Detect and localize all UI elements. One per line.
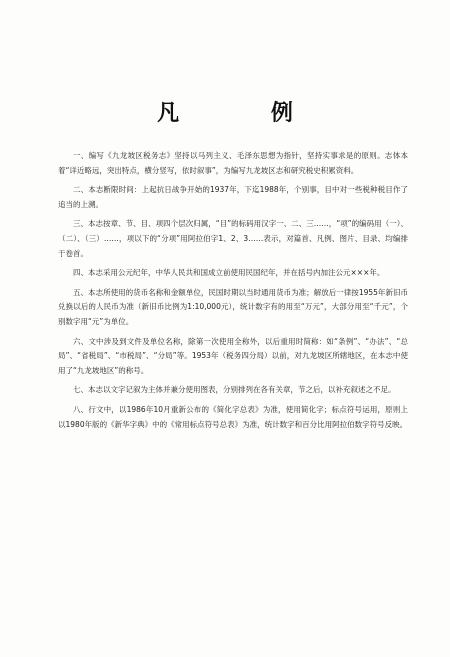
paragraph-2: 二、本志断限时间：上起抗日战争开始的1937年，下迄1988年，个别事，目中对一些税种税目作了追当的上溯。 [58,185,408,209]
body-text [58,149,408,437]
page-title: 凡 例 [157,101,335,126]
paragraph-6: 六、文中涉及到文件及单位名称，除第一次使用全称外，以后重用时简称：如“条例”、“办法”、“总局”、“省税局”、“市税局”、“分局”等。1953年（税务四分局）以前，对九龙坡区所辖地区，在本志中使用了“九龙坡地区”的称号。 [58,336,408,375]
paragraph-4: 四、本志采用公元纪年，中华人民共和国成立前使用民国纪年，并在括号内加注公元×××年。 [73,268,385,278]
paragraph-3: 三、本志按章、节、目、项四个层次归属，“目”的标码用汉字一、二、三……，“项”的编码用（一）、（二）、（三）……，项以下的“分项”用阿拉伯字1、2、3……表示，对篇首、凡例、图片、目录、均编排于卷首。 [58,219,408,258]
paragraph-5: 五、本志所使用的货币名称和金额单位，民国时期以当时通用货币为准；解放后一律按1955年新旧币兑换以后的人民币为准（新旧币比例为1:10,000元），统计数字有的用至“万元”，大部分用至“千元”，个别数字用“元”为单位。 [58,287,408,326]
paragraph-7: 七、本志以文字记叙为主体并兼分使用图表，分别排列在各有关章，节之后，以补充叙述之不足。 [73,385,396,395]
paragraph-8: 八、行文中，以1986年10月重新公布的《简化字总表》为准，使用简化字；标点符号运用，原则上以1980年版的《新华字典》中的《常用标点符号总表》为准，统计数字和百分比用阿拉伯数字符号反映。 [58,404,408,429]
paragraph-1: 一、编写《九龙坡区税务志》坚持以马列主义、毛泽东思想为指针，坚持实事求是的原则。志体本着“详近略远，突出特点，横分竖写，依时叙事”，为编写九龙坡区志和研究税史积累资料。 [58,151,408,175]
